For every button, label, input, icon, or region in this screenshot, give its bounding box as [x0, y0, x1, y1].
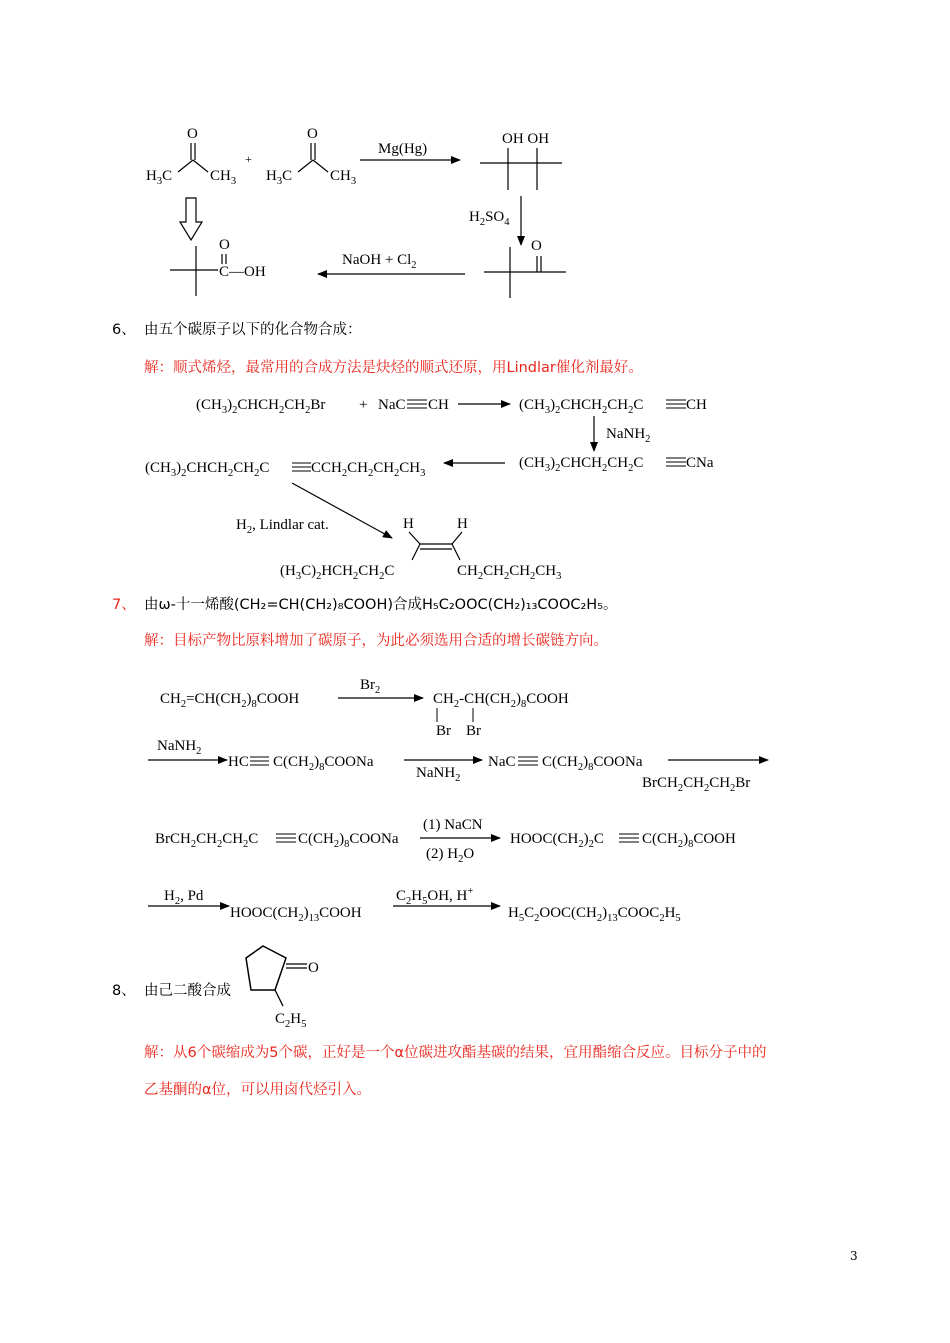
q6-number: 6、 [112, 322, 136, 338]
s7-r5a: (1) NaCN [423, 817, 483, 833]
s8-oxygen: O [308, 960, 319, 976]
reagent-naoh-cl2: NaOH + $Cl_2$ [342, 252, 417, 271]
s6-product3: $(CH_3)_2CHCH_2CH_2C$ [145, 460, 270, 479]
q7-number: 7、 [112, 597, 136, 613]
s7-p4-right: $C(CH_2)_8COONa$ [298, 831, 399, 850]
s6-product2-cna: CNa [686, 455, 714, 471]
hollow-down-arrow [180, 198, 202, 240]
pinacol-oh: OH OH [502, 131, 550, 147]
s7-p7: $H_5C_2OOC(CH_2)_{13}COOC_2H_5$ [508, 905, 681, 924]
scheme5 [146, 126, 566, 298]
s6-reagent-lindlar: $H_2$, Lindlar cat. [236, 517, 329, 536]
s7-r1: $Br_2$ [360, 677, 381, 696]
s7-p3: $C(CH_2)_8COONa$ [542, 754, 643, 773]
page-number: 3 [850, 1249, 858, 1263]
s7-r6: $H_2$, Pd [164, 888, 204, 907]
s7-r7: $C_2H_5OH$, H+ [396, 886, 474, 907]
s7-br2: Br [466, 723, 481, 739]
s7-r3: NaNH$_2$ [416, 765, 461, 784]
pinacolone-oxygen: O [531, 238, 542, 254]
s6-h-left: H [403, 516, 414, 532]
s6-product2: $(CH_3)_2CHCH_2CH_2C$ [519, 455, 644, 474]
q8-answer-line1: 解：从6个碳缩成为5个碳，正好是一个α位碳进攻酯基碳的结果，宜用酯缩合反应。目标分子中的 [144, 1045, 767, 1061]
q7-answer: 解：目标产物比原料增加了碳原子，为此必须选用合适的增长碳链方向。 [144, 633, 608, 649]
scheme6 [145, 397, 714, 582]
s7-r5b: (2) $H_2O$ [426, 846, 475, 865]
acetone1-oxygen: O [187, 126, 198, 142]
s7-p5-right: $C(CH_2)_8COOH$ [642, 831, 736, 850]
s6-reactant2-ch: CH [428, 397, 449, 413]
s6-plus: + [359, 397, 368, 413]
plus-sign: + [245, 152, 252, 166]
s7-br1: Br [436, 723, 451, 739]
acetone2-methyl-right: $CH_3$ [330, 168, 357, 187]
s8-ethyl: $C_2H_5$ [275, 1011, 307, 1030]
acetone1-methyl-left: $H_3C$ [146, 168, 173, 187]
acid-oxygen: O [219, 237, 230, 253]
s7-p2: $C(CH_2)_8COONa$ [273, 754, 374, 773]
s7-r2: NaNH$_2$ [157, 738, 202, 757]
s7-r4: $BrCH_2CH_2CH_2Br$ [642, 775, 751, 794]
scheme8-2-ethylcyclopentanone [246, 946, 319, 1030]
s6-reagent-nanh2: NaNH$_2$ [606, 426, 651, 445]
s7-p3-na: NaC [488, 754, 516, 770]
s7-p5: $HOOC(CH_2)_2C$ [510, 831, 604, 850]
q8-answer-line2: 乙基酮的α位，可以用卤代烃引入。 [144, 1082, 372, 1098]
s6-final-left: $(H_3C)_2HCH_2CH_2C$ [280, 563, 395, 582]
q8-number: 8、 [112, 983, 136, 999]
q6-question: 由五个碳原子以下的化合物合成： [144, 322, 362, 338]
s6-reactant1: $(CH_3)_2CHCH_2CH_2Br$ [196, 397, 326, 416]
q8-question: 由己二酸合成 [144, 983, 231, 999]
s7-p4: $BrCH_2CH_2CH_2C$ [155, 831, 259, 850]
reagent-mg-hg: Mg(Hg) [378, 141, 428, 157]
s7-start: $CH_2=CH(CH_2)_8COOH$ [160, 691, 300, 710]
q6-answer: 解：顺式烯烃，最常用的合成方法是炔烃的顺式还原，用Lindlar催化剂最好。 [144, 360, 643, 376]
s6-h-right: H [457, 516, 468, 532]
s6-product1: $(CH_3)_2CHCH_2CH_2C$ [519, 397, 644, 416]
s7-p1: $CH_2-CH(CH_2)_8COOH$ [433, 691, 569, 710]
s7-p6: $HOOC(CH_2)_{13}COOH$ [230, 905, 362, 924]
s6-product1-ch: CH [686, 397, 707, 413]
s6-reactant2-na: NaC [378, 397, 406, 413]
scheme7 [148, 677, 768, 924]
q7-question: 由ω-十一烯酸(CH₂=CH(CH₂)₈COOH)合成H₅C₂OOC(CH₂)₁₃COOC₂H₅。 [144, 597, 618, 613]
acetone2-methyl-left: $H_3C$ [266, 168, 293, 187]
s7-p2-hc: HC [228, 754, 249, 770]
acetone2-oxygen: O [307, 126, 318, 142]
s6-final-right: $CH_2CH_2CH_2CH_3$ [457, 563, 562, 582]
acetone1-methyl-right: $CH_3$ [210, 168, 237, 187]
acid-cooh: C—OH [219, 264, 266, 280]
s6-product3-right: $CCH_2CH_2CH_2CH_3$ [311, 460, 426, 479]
reagent-h2so4: $H_2SO_4$ [469, 209, 510, 228]
